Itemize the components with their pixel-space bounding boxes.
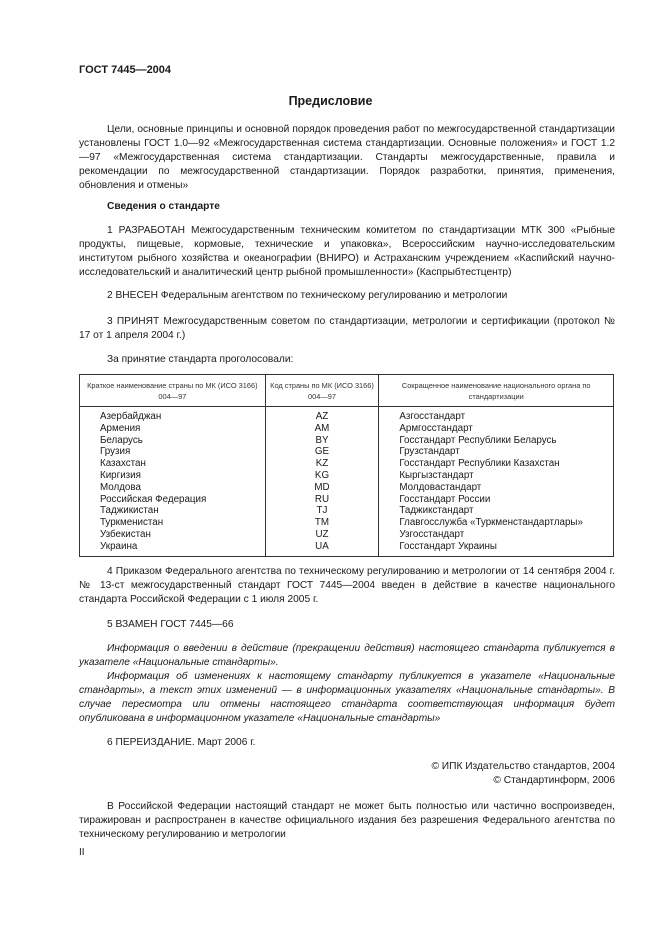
standards-body: Таджикстандарт xyxy=(399,505,474,517)
footer-notice: В Российской Федерации настоящий стандарт не может быть полностью или частично воспроизведен, тиражирован и распространен в качестве официального издания без разрешения Федерального агентства по техническому регулированию и метрологии xyxy=(79,801,615,840)
country-name: Туркменистан xyxy=(100,517,164,529)
standards-body: Молдовастандарт xyxy=(399,481,482,493)
table-header-row xyxy=(80,375,614,407)
standards-body: Главгосслужба «Туркменстандартлары» xyxy=(399,517,583,529)
standards-body: Госстандарт России xyxy=(399,493,491,505)
copyright-line-2: © Стандартинформ, 2006 xyxy=(493,775,615,786)
table-header-country: Краткое наименование страны по МК (ИСО 3166) 004—97 xyxy=(80,375,266,407)
intro-paragraph: Цели, основные принципы и основной порядок проведения работ по межгосударственной стандартизации установлены ГОСТ 1.0—92 «Межгосударственная система стандартизации. Основные положения» и ГОСТ 1.2—97 «Межгосударственная система стандартизации. Стандарты межгосударственные, правила и рекомендации по межгосударственной стандартизации. Порядок разработки, принятия, применения, обновления и отмены» xyxy=(79,124,615,191)
table-header-body: Сокращенное наименование национального органа по стандартизации xyxy=(379,375,614,407)
standards-body: Армгосстандарт xyxy=(399,422,473,434)
table-row xyxy=(80,529,614,541)
country-name: Беларусь xyxy=(100,434,143,446)
country-code: UA xyxy=(265,541,379,556)
item-1-paragraph: 1 РАЗРАБОТАН Межгосударственным техническим комитетом по стандартизации МТК 300 «Рыбные продукты, пищевые, кормовые, технические и упаковка», Всероссийским научно-исследовательским институтом рыбного хозяйства и океанографии (ВНИРО) и Астраханским учреждением «Каспийский научно-исследовательский и аналитический центр рыбной промышленности» (Каспрыбтестцентр) xyxy=(79,225,615,278)
country-name: Украина xyxy=(100,540,138,552)
country-code: MD xyxy=(265,482,379,494)
standards-body: Азгосстандарт xyxy=(399,411,466,422)
item-2-paragraph: 2 ВНЕСЕН Федеральным агентством по техническому регулированию и метрологии xyxy=(107,290,508,301)
country-name: Азербайджан xyxy=(100,411,162,422)
table-row xyxy=(80,407,614,423)
standards-body: Госстандарт Украины xyxy=(399,540,497,552)
info-paragraph-1: Информация о введении в действие (прекращении действия) настоящего стандарта публикуется в указателе «Национальные стандарты». xyxy=(79,643,615,668)
section-heading: Сведения о стандарте xyxy=(107,201,220,212)
page-number: II xyxy=(79,847,85,858)
table-header-code: Код страны по МК (ИСО 3166) 004—97 xyxy=(265,375,379,407)
standards-body: Грузстандарт xyxy=(399,446,460,458)
standards-body: Узгосстандарт xyxy=(399,528,465,540)
table-row xyxy=(80,423,614,435)
country-code: KG xyxy=(265,470,379,482)
vote-intro: За принятие стандарта проголосовали: xyxy=(107,354,294,365)
page-title: Предисловие xyxy=(288,94,373,108)
voting-table xyxy=(79,374,614,557)
country-code: AM xyxy=(265,423,379,435)
country-code: TM xyxy=(265,517,379,529)
table-row xyxy=(80,541,614,556)
item-6-paragraph: 6 ПЕРЕИЗДАНИЕ. Март 2006 г. xyxy=(107,737,256,748)
country-name: Узбекистан xyxy=(100,528,151,540)
country-name: Российская Федерация xyxy=(100,493,207,505)
country-name: Грузия xyxy=(100,446,131,458)
country-code: RU xyxy=(265,494,379,506)
table-row xyxy=(80,482,614,494)
standards-body: Госстандарт Республики Казахстан xyxy=(399,458,560,470)
country-code: TJ xyxy=(265,505,379,517)
standards-body: Кыргызстандарт xyxy=(399,469,474,481)
table-row xyxy=(80,435,614,447)
table-row xyxy=(80,505,614,517)
country-code: AZ xyxy=(265,407,379,423)
item-4-paragraph: 4 Приказом Федерального агентства по техническому регулированию и метрологии от 14 сентября 2004 г. № 13-ст межгосударственный стандарт ГОСТ 7445—2004 введен в действие в качестве национального стандарта Российской Федерации с 1 июля 2005 г. xyxy=(79,566,615,605)
standards-body: Госстандарт Республики Беларусь xyxy=(399,434,557,446)
item-5-paragraph: 5 ВЗАМЕН ГОСТ 7445—66 xyxy=(107,619,234,630)
item-3-paragraph: 3 ПРИНЯТ Межгосударственным советом по стандартизации, метрологии и сертификации (протокол № 17 от 1 апреля 2004 г.) xyxy=(79,316,615,341)
country-code: GE xyxy=(265,446,379,458)
country-code: KZ xyxy=(265,458,379,470)
country-name: Казахстан xyxy=(100,458,146,470)
country-code: BY xyxy=(265,435,379,447)
table-row xyxy=(80,494,614,506)
country-name: Киргизия xyxy=(100,469,141,481)
country-name: Молдова xyxy=(100,481,141,493)
info-paragraph-2: Информация об изменениях к настоящему стандарту публикуется в указателе «Национальные стандарты», а текст этих изменений — в информационных указателях «Национальные стандарты». В случае пересмотра или отмены настоящего стандарта соответствующая информация будет опубликована в информационном указателе «Национальные стандарты» xyxy=(79,671,615,724)
copyright-line-1: © ИПК Издательство стандартов, 2004 xyxy=(431,761,615,772)
document-code-header: ГОСТ 7445—2004 xyxy=(79,64,172,76)
table-row xyxy=(80,458,614,470)
table-row xyxy=(80,517,614,529)
table-row xyxy=(80,470,614,482)
country-code: UZ xyxy=(265,529,379,541)
country-name: Таджикистан xyxy=(100,505,159,517)
country-name: Армения xyxy=(100,422,141,434)
table-row xyxy=(80,446,614,458)
